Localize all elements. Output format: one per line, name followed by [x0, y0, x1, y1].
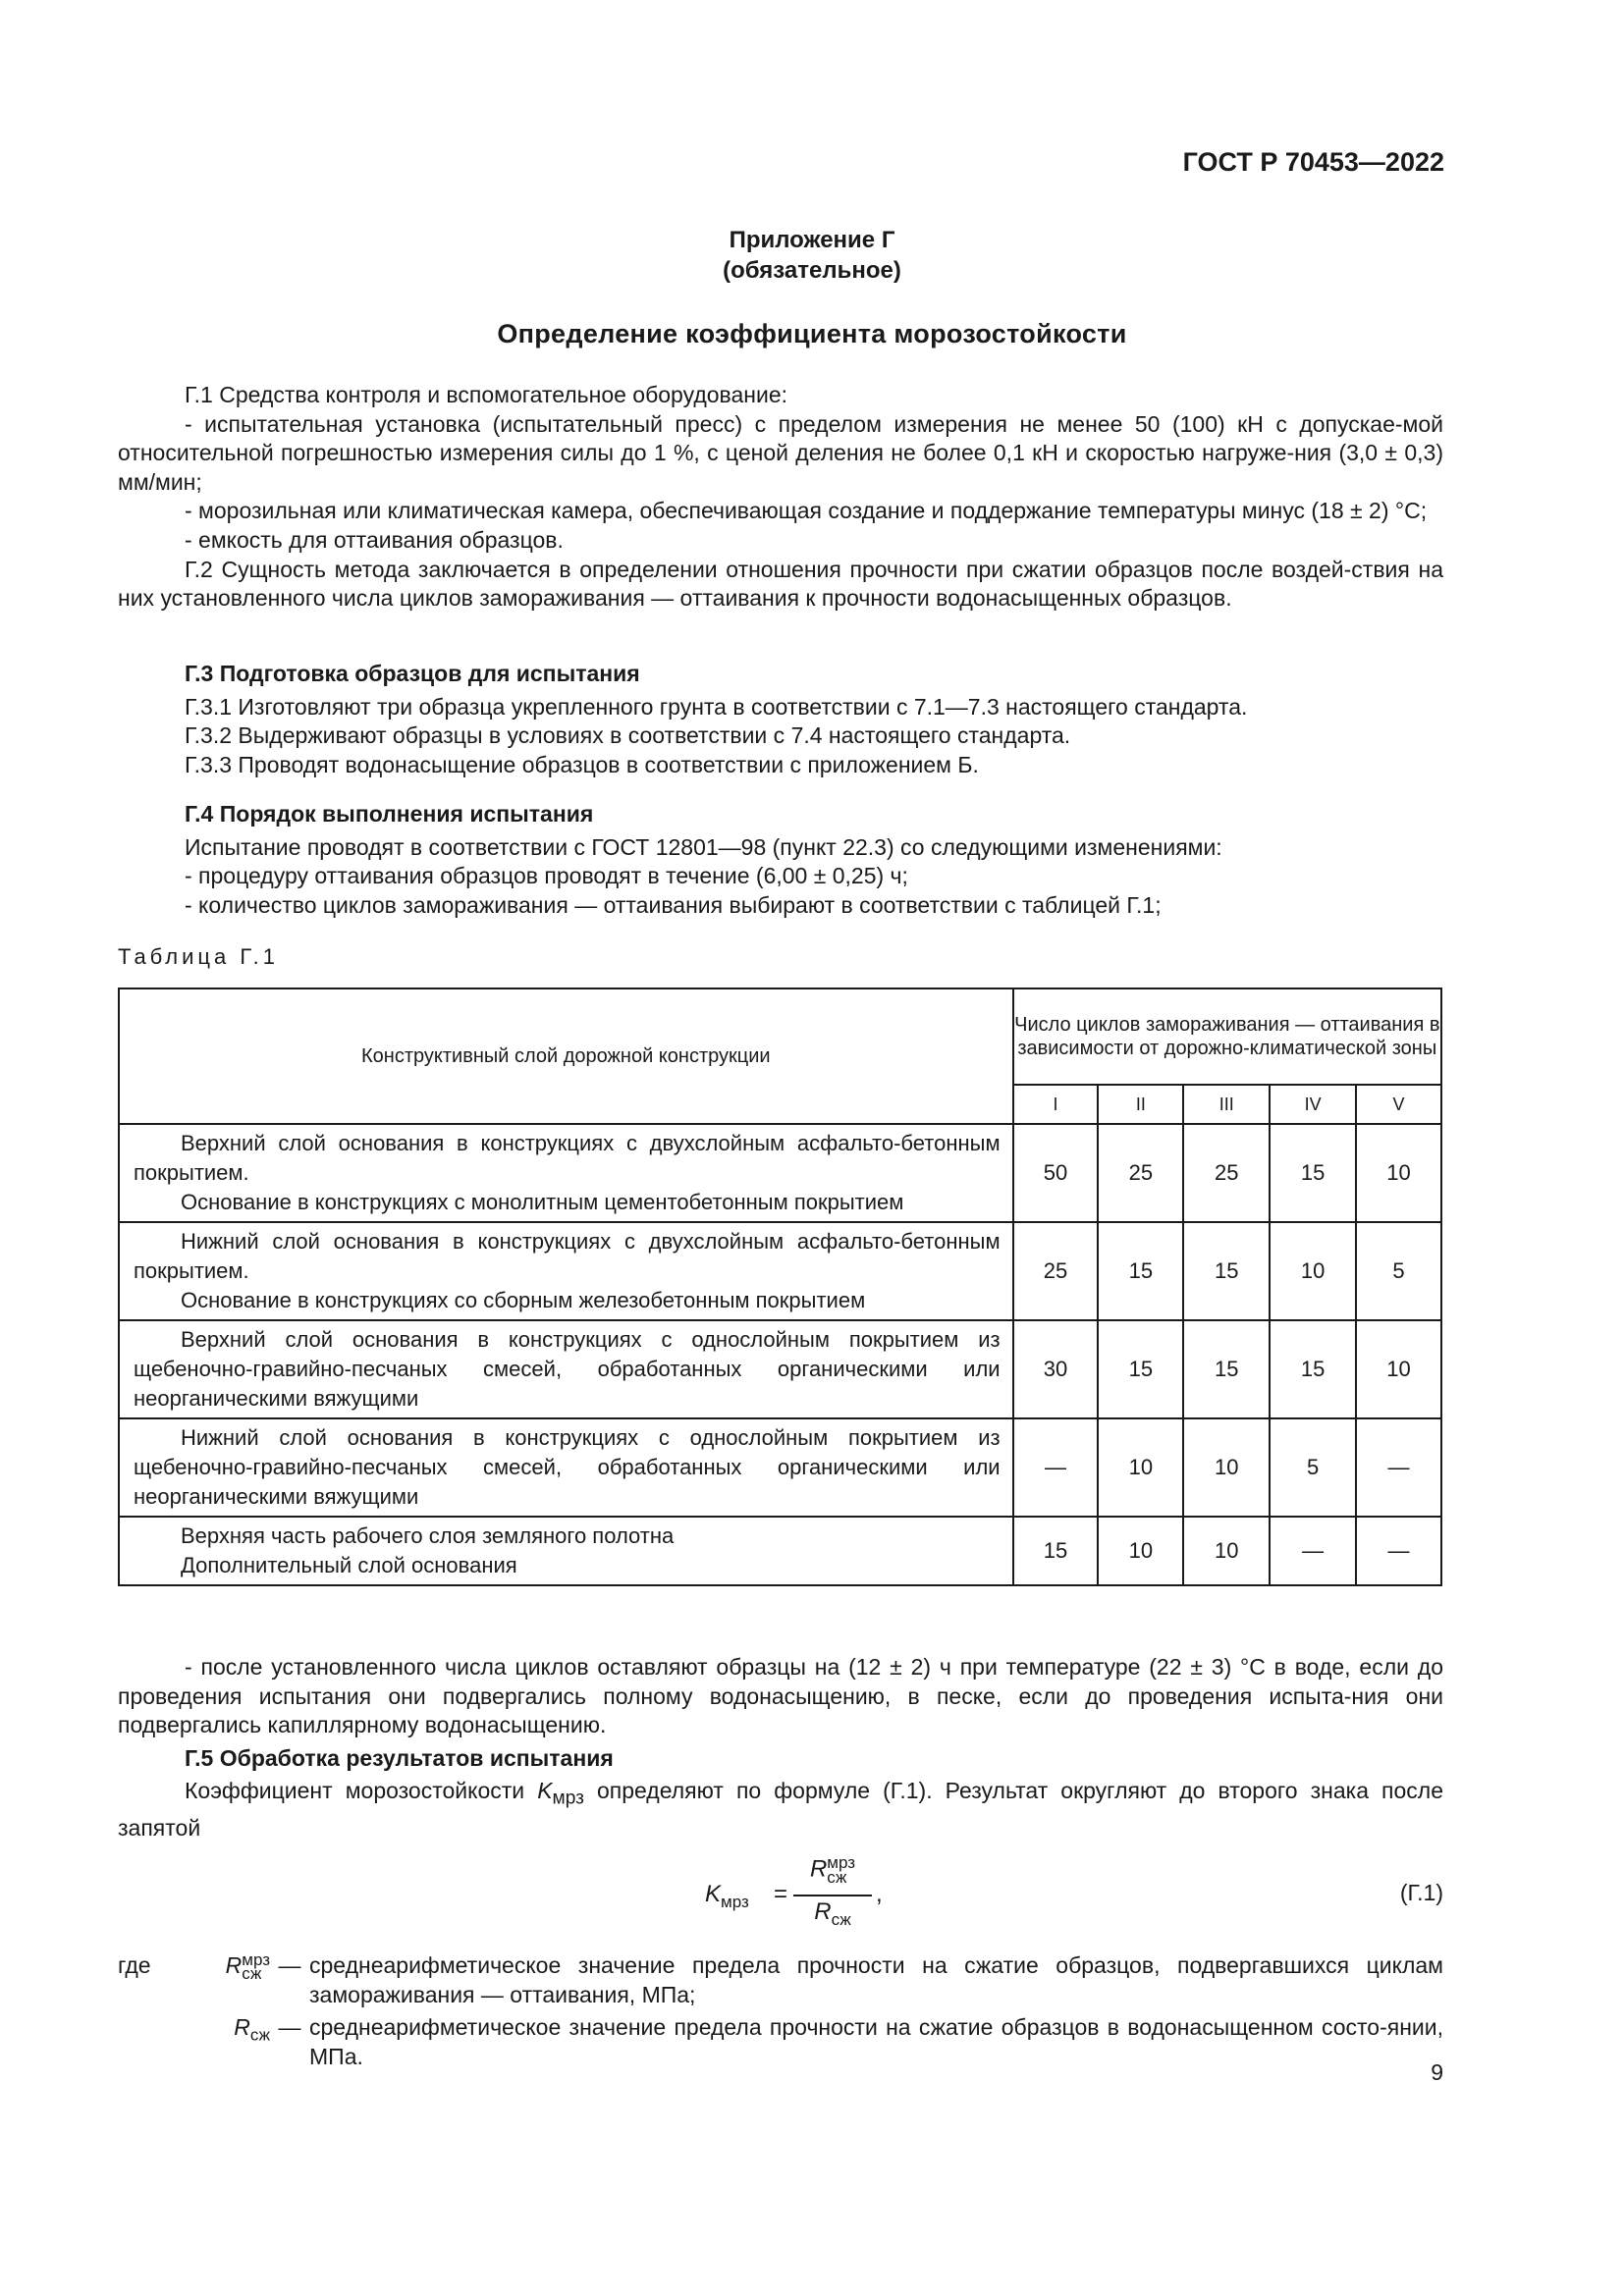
section-g4-heading: Г.4 Порядок выполнения испытания — [185, 801, 594, 827]
cycles-value-cell: 15 — [1098, 1222, 1183, 1320]
section-g3-heading: Г.3 Подготовка образцов для испытания — [185, 661, 640, 686]
cycles-value-cell: 15 — [1098, 1320, 1183, 1418]
cycles-value-cell: 15 — [1013, 1517, 1099, 1585]
layer-description-line: Верхний слой основания в конструкциях с двухслойным асфальто-бетонным покрытием. — [134, 1131, 1001, 1185]
paragraph-chamber: - морозильная или климатическая камера, обеспечивающая создание и поддержание температуры минус (18 ± 2) °C; — [185, 498, 1428, 524]
cycles-value-cell: 15 — [1270, 1320, 1356, 1418]
layer-description-line: Дополнительный слой основания — [181, 1553, 517, 1577]
layer-description-cell — [119, 1222, 1013, 1320]
layer-description-line: Нижний слой основания в конструкциях с двухслойным асфальто-бетонным покрытием. — [134, 1229, 1001, 1283]
g5-text-before: Коэффициент морозостойкости — [185, 1778, 525, 1804]
definition-text: среднеарифметическое значение предела прочности на сжатие образцов, подвергавшихся циклам замораживания — оттаивания, МПа; — [309, 1952, 1443, 2007]
intro-block — [118, 381, 1443, 614]
cycles-value-cell: 10 — [1098, 1418, 1183, 1517]
formula-comma: , — [876, 1881, 883, 1907]
zone-header-cell: I — [1013, 1085, 1099, 1124]
table-row — [119, 1418, 1441, 1517]
definition-text: среднеарифметическое значение предела прочности на сжатие образцов в водонасыщенном состо-янии, МПа. — [309, 2014, 1443, 2069]
layer-description-line: Верхний слой основания в конструкциях с однослойным покрытием из щебеночно-гравийно-песчаных смесей, обработанных органическими или неорганическими вяжущими — [134, 1327, 1001, 1411]
table-row — [119, 1517, 1441, 1585]
layer-description-cell — [119, 1320, 1013, 1418]
layer-description-line: Основание в конструкциях с монолитным цементобетонным покрытием — [181, 1190, 904, 1214]
layer-description-line: Верхняя часть рабочего слоя земляного полотна — [181, 1523, 675, 1548]
cycles-value-cell: 10 — [1183, 1517, 1270, 1585]
layer-description-cell — [119, 1418, 1013, 1517]
cycles-value-cell: — — [1270, 1517, 1356, 1585]
page-number: 9 — [1431, 2059, 1443, 2085]
item-g4-2: - процедуру оттаивания образцов проводят в течение (6,00 ± 0,25) ч; — [185, 863, 908, 889]
definition-dash: — — [278, 1952, 301, 1978]
zone-header-cell: V — [1356, 1085, 1441, 1124]
cycles-value-cell: 25 — [1183, 1124, 1270, 1222]
section-g4 — [118, 800, 1443, 920]
definitions — [118, 1951, 1443, 2071]
cycles-value-cell: — — [1356, 1517, 1441, 1585]
cycles-value-cell: 10 — [1183, 1418, 1270, 1517]
cycles-value-cell: 10 — [1098, 1517, 1183, 1585]
item-g3-2: Г.3.2 Выдерживают образцы в условиях в соответствии с 7.4 настоящего стандарта. — [185, 722, 1071, 749]
table-caption: Таблица Г.1 — [118, 944, 279, 969]
cycles-value-cell: 25 — [1013, 1222, 1099, 1320]
g5-symbol-k: K — [537, 1778, 553, 1804]
cycles-value-cell: 15 — [1183, 1222, 1270, 1320]
section-g5-heading: Г.5 Обработка результатов испытания — [185, 1744, 614, 1771]
cycles-value-cell: 15 — [1183, 1320, 1270, 1418]
paragraph-press: - испытательная установка (испытательный пресс) с пределом измерения не менее 50 (100) кН с допускае-мой относительной погрешностью измерения силы до 1 %, с ценой деления не более 0,1 кН и скоростью нагруже-ния (3,0 ± 0,3) мм/мин; — [118, 410, 1443, 495]
formula-denominator: $R_{сж}$ — [814, 1898, 851, 1929]
definition-row — [118, 2013, 1443, 2071]
cycles-value-cell: 25 — [1098, 1124, 1183, 1222]
paragraph-vessel: - емкость для оттаивания образцов. — [185, 526, 564, 553]
cycles-value-cell: — — [1013, 1418, 1099, 1517]
item-g3-3: Г.3.3 Проводят водонасыщение образцов в соответствии с приложением Б. — [185, 751, 979, 777]
cycles-value-cell: 50 — [1013, 1124, 1099, 1222]
table-row — [119, 1320, 1441, 1418]
column-header-layer: Конструктивный слой дорожной конструкции — [119, 988, 1013, 1124]
formula-label: (Г.1) — [1399, 1880, 1443, 1905]
after-table-block — [118, 1653, 1443, 1842]
freeze-cycles-table — [118, 988, 1442, 1586]
cycles-value-cell: 10 — [1270, 1222, 1356, 1320]
formula-equals: = — [774, 1881, 788, 1907]
standard-code: ГОСТ Р 70453—2022 — [1182, 147, 1444, 177]
column-header-cycles: Число циклов замораживания — оттаивания в зависимости от дорожно-климатической зоны — [1013, 988, 1441, 1085]
item-g4-1: Испытание проводят в соответствии с ГОСТ 12801—98 (пункт 22.3) со следующими изменениями: — [185, 833, 1222, 860]
formula-g1 — [687, 1853, 1060, 1930]
g5-text-after: определяют по формуле (Г.1). Результат округляют до второго знака после запятой — [118, 1778, 1444, 1841]
layer-description-cell — [119, 1517, 1013, 1585]
paragraph-g1: Г.1 Средства контроля и вспомогательное оборудование: — [185, 382, 788, 407]
layer-description-line: Нижний слой основания в конструкциях с однослойным покрытием из щебеночно-гравийно-песчаных смесей, обработанных органическими или неорганическими вяжущими — [134, 1425, 1001, 1509]
layer-description-cell — [119, 1124, 1013, 1222]
cycles-value-cell: 5 — [1270, 1418, 1356, 1517]
section-g3 — [118, 660, 1443, 779]
cycles-value-cell: 10 — [1356, 1320, 1441, 1418]
table-row — [119, 1222, 1441, 1320]
definition-dash: — — [278, 2014, 301, 2041]
table-row — [119, 1124, 1441, 1222]
formula-numerator: R мрз сж — [809, 1853, 856, 1887]
paragraph-g5 — [118, 1777, 1443, 1842]
definition-symbol: где R мрз сж — [118, 1949, 270, 1983]
definition-row — [118, 1951, 1443, 2009]
table-body — [119, 1124, 1441, 1585]
cycles-value-cell: 10 — [1356, 1124, 1441, 1222]
formula-fraction-bar — [793, 1895, 872, 1896]
definition-symbol: $R_{сж}$ — [234, 2014, 270, 2045]
cycles-value-cell: — — [1356, 1418, 1441, 1517]
zone-header-cell: II — [1098, 1085, 1183, 1124]
cycles-value-cell: 30 — [1013, 1320, 1099, 1418]
item-g3-1: Г.3.1 Изготовляют три образца укрепленного грунта в соответствии с 7.1—7.3 настоящего стандарта. — [185, 693, 1248, 720]
zone-header-cell: IV — [1270, 1085, 1356, 1124]
paragraph-g2: Г.2 Сущность метода заключается в определении отношения прочности при сжатии образцов после воздей-ствия на них установленного числа циклов замораживания — оттаивания к прочности водонасыщенных образцов. — [118, 556, 1443, 612]
formula-lhs: $K_{мрз}$ — [705, 1881, 749, 1911]
g5-symbol-k-sub: мрз — [552, 1788, 584, 1809]
appendix-heading: Определение коэффициента морозостойкости — [497, 319, 1127, 348]
layer-description-line: Основание в конструкциях со сборным железобетонным покрытием — [181, 1288, 866, 1312]
appendix-status: (обязательное) — [723, 257, 901, 284]
paragraph-after-cycles: - после установленного числа циклов оставляют образцы на (12 ± 2) ч при температуре (22 ± 3) °C в воде, если до проведения испытания они подвергались полному водонасыщению, в песке, если до проведения испыта-ния они подвергались капиллярному водонасыщению. — [118, 1654, 1443, 1738]
cycles-value-cell: 15 — [1270, 1124, 1356, 1222]
cycles-value-cell: 5 — [1356, 1222, 1441, 1320]
appendix-title: Приложение Г — [729, 227, 895, 253]
zone-header-cell: III — [1183, 1085, 1270, 1124]
item-g4-3: - количество циклов замораживания — оттаивания выбирают в соответствии с таблицей Г.1; — [185, 891, 1162, 918]
